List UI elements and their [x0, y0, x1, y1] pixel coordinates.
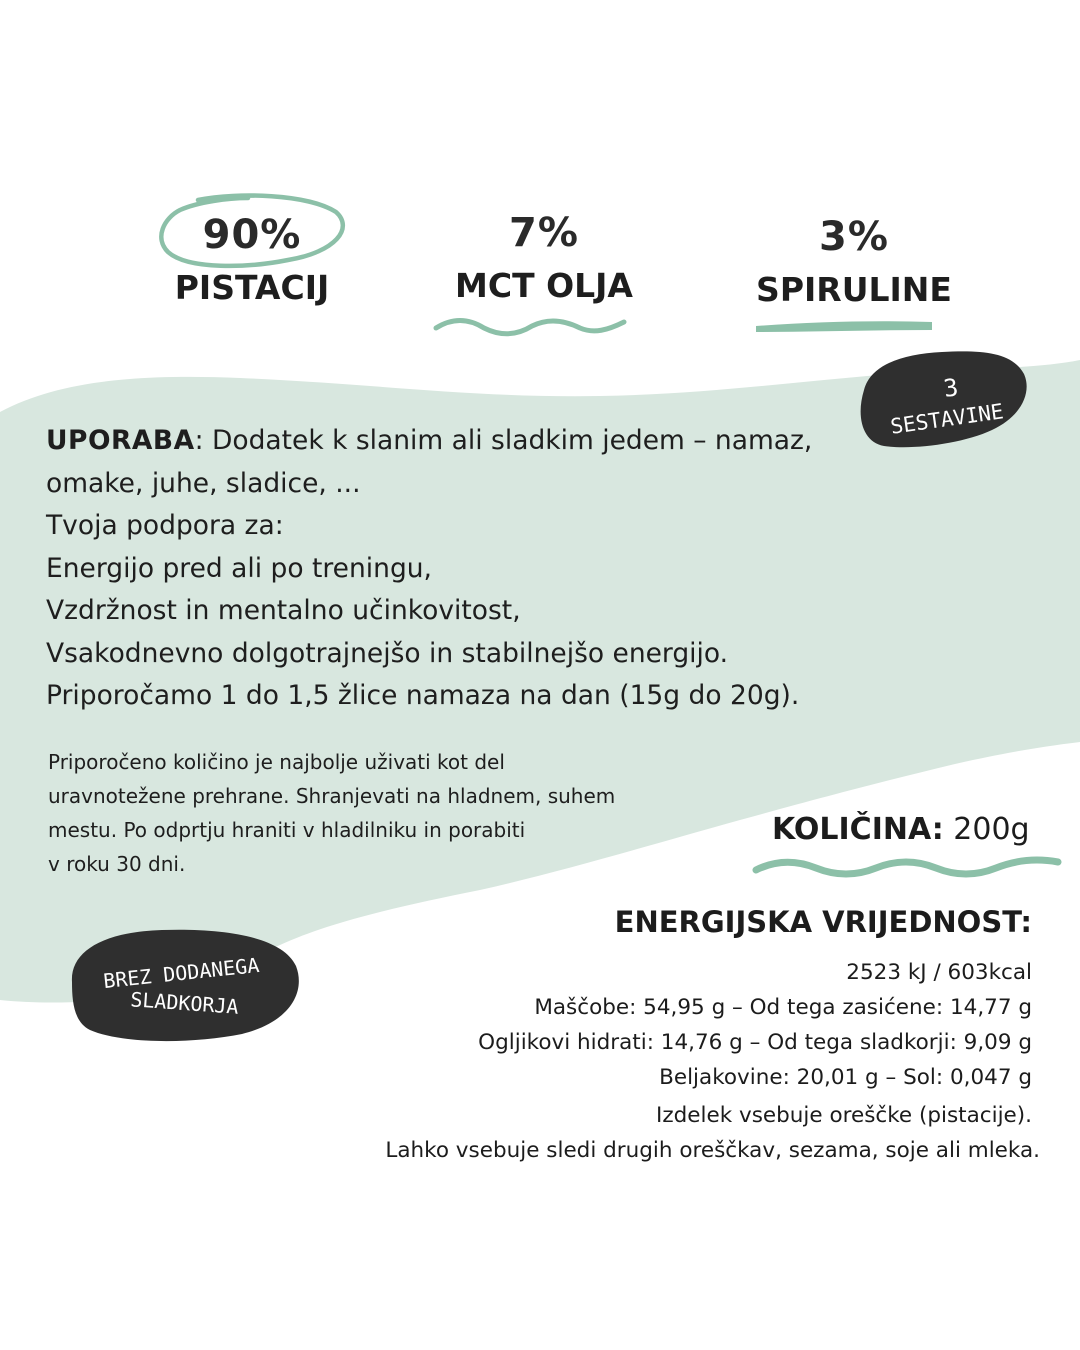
usage-section [46, 420, 866, 718]
usage-line: Vsakodnevno dolgotrajnejšo in stabilnejšo energijo. [46, 637, 729, 669]
circle-highlight-icon [158, 190, 348, 278]
ingredient-name: SPIRULINE [756, 270, 952, 309]
no-added-sugar-badge [62, 926, 302, 1044]
usage-line: Vzdržnost in mentalno učinkovitost, [46, 595, 521, 626]
ingredient-percent: 90% [202, 212, 302, 258]
brush-underline-icon [752, 316, 938, 338]
quantity-label: KOLIČINA: [772, 812, 944, 847]
quantity [772, 812, 1030, 847]
storage-line: mestu. Po odprtju hraniti v hladilniku in porabiti [48, 818, 526, 842]
badge-line-2: SLADKORJA [129, 987, 240, 1019]
quantity-value: 200g [953, 812, 1030, 847]
allergen-line: Lahko vsebuje sledi drugih oreščkav, sezama, soje ali mleka. [385, 1138, 1040, 1163]
badge-label: SESTAVINE [889, 399, 1006, 439]
usage-line: Energijo pred ali po treningu, [46, 552, 432, 584]
energy-heading: ENERGIJSKA VRIJEDNOST: [614, 905, 1032, 939]
ingredient-name: PISTACIJ [174, 268, 330, 307]
usage-line-1 [46, 420, 866, 463]
energy-section [478, 905, 1032, 1095]
usage-line: omake, juhe, sladice, ... [46, 467, 361, 499]
allergen-line: Izdelek vsebuje oreščke (pistacije). [656, 1103, 1032, 1128]
storage-line: uravnotežene prehrane. Shranjevati na hladnem, suhem [48, 784, 616, 808]
energy-line: 2523 kJ / 603kcal [846, 960, 1032, 985]
energy-line: Maščobe: 54,95 g – Od tega zasićene: 14,77 g [534, 995, 1032, 1020]
badge-line-1: BREZ DODANEGA [102, 952, 261, 994]
ingredient-percent: 7% [509, 210, 579, 256]
badge-number: 3 [941, 373, 960, 403]
ingredient-mct-olja [414, 210, 674, 305]
energy-line: Beljakovine: 20,01 g – Sol: 0,047 g [659, 1065, 1032, 1090]
allergen-section [385, 1098, 1040, 1168]
usage-text: : Dodatek k slanim ali sladkim jedem – namaz, [194, 425, 813, 456]
quantity-wave-underline-icon [752, 852, 1064, 882]
three-ingredients-badge [852, 346, 1030, 454]
ingredient-name: MCT OLJA [455, 266, 633, 305]
energy-line: Ogljikovi hidrati: 14,76 g – Od tega sladkorji: 9,09 g [478, 1030, 1032, 1055]
storage-line: Priporočeno količino je najbolje uživati kot del [48, 750, 505, 774]
usage-label: UPORABA [46, 425, 195, 456]
ingredient-percent: 3% [819, 214, 889, 260]
storage-section [48, 745, 688, 881]
ingredient-spiruline [724, 214, 984, 309]
storage-line: v roku 30 dni. [48, 852, 186, 876]
usage-line: Tvoja podpora za: [46, 510, 284, 541]
usage-line: Priporočamo 1 do 1,5 žlice namaza na dan (15g do 20g). [46, 680, 800, 711]
wave-underline-icon [432, 314, 628, 340]
